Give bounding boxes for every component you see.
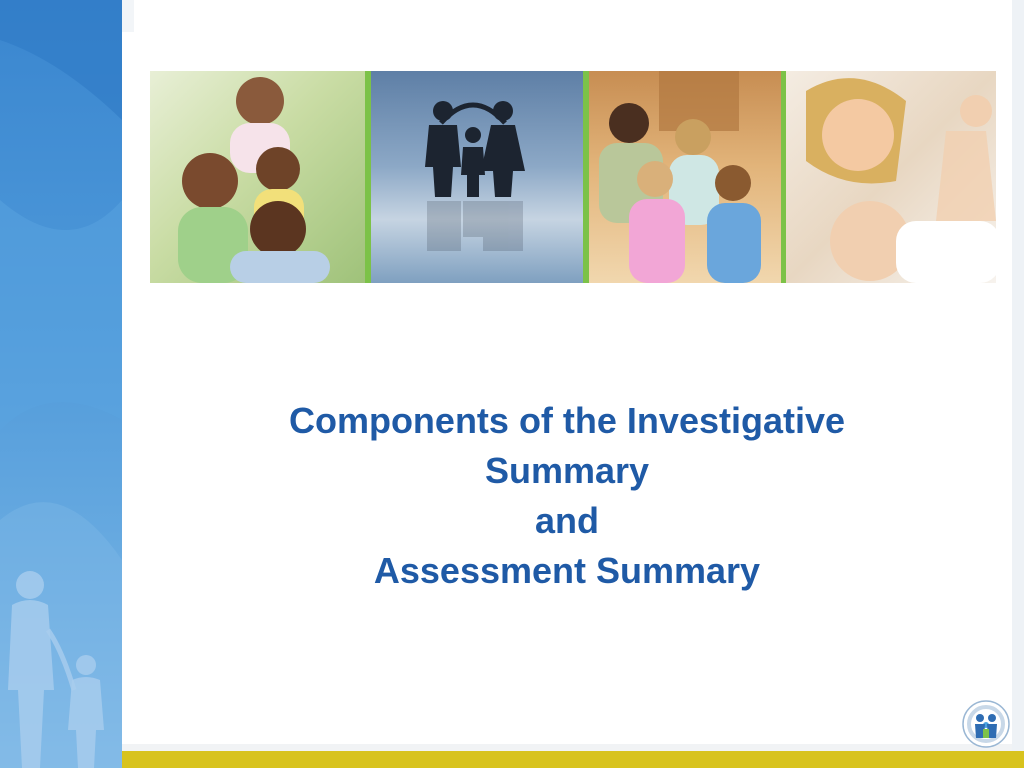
right-border [1012,0,1024,768]
slide-title [160,396,974,596]
family-silhouette-panel [371,71,583,283]
children-photo [786,71,996,283]
family-photo-icon [589,71,781,283]
family-photo-icon [150,71,365,283]
bottom-divider [122,744,1012,751]
family-silhouette-decoration-icon [0,0,122,768]
title-line-4: Assessment Summary [373,550,761,591]
children-photo-icon [786,71,996,283]
family-photo-2 [589,71,781,283]
title-line-1: Components of the Investigative [288,400,846,441]
title-line-2: Summary [484,450,650,491]
top-gap [122,0,134,32]
bottom-accent-bar [122,751,1024,768]
title-line-3: and [534,500,599,541]
family-silhouette-icon [371,71,583,283]
family-photo-1 [150,71,365,283]
department-seal-icon [962,700,1010,748]
department-logo [962,700,1010,748]
photo-banner [150,71,996,283]
left-decorative-band [0,0,122,768]
